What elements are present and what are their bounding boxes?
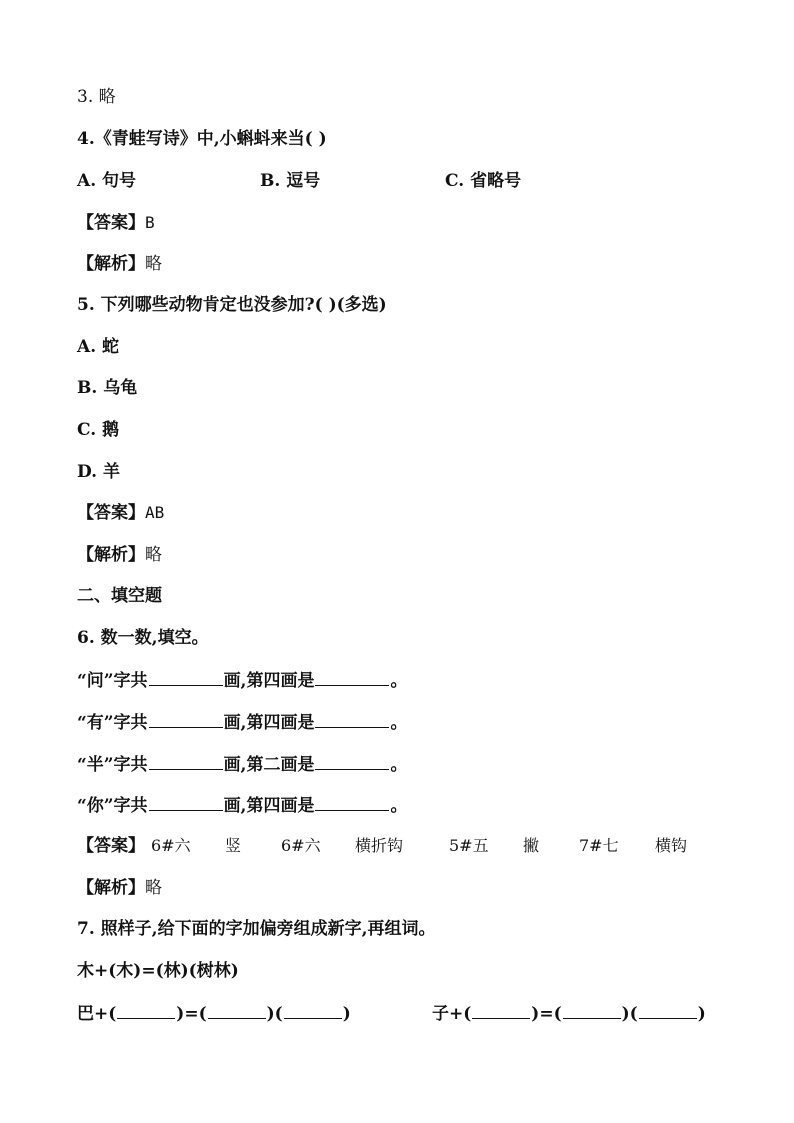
q5-analysis: [77, 544, 162, 566]
fill-blank[interactable]: [315, 793, 389, 811]
fill-blank[interactable]: [639, 1001, 697, 1019]
paren: )(: [621, 1004, 638, 1024]
row-middle: 画,第四画是: [223, 713, 315, 733]
q7-left-exercise: [77, 1001, 351, 1025]
q5-answer: [77, 502, 164, 524]
q4-answer: [77, 212, 155, 234]
paren: (: [108, 1004, 117, 1024]
q5-option-a: A. 蛇: [77, 337, 120, 357]
row-middle: 画,第四画是: [223, 671, 315, 691]
fill-blank[interactable]: [117, 1001, 175, 1019]
fill-blank[interactable]: [149, 793, 223, 811]
answer-item: 横钩: [655, 836, 688, 855]
row-suffix: 。: [390, 671, 408, 691]
row-middle: 画,第四画是: [223, 796, 315, 816]
q6-row-3: [77, 752, 407, 776]
fill-blank[interactable]: [149, 710, 223, 728]
q7-example: 木+(木)=(林)(树林): [77, 961, 239, 981]
row-suffix: 。: [390, 755, 408, 775]
answer-item: 撇: [523, 836, 540, 855]
q6-row-1: [77, 668, 407, 692]
analysis-value: 略: [145, 878, 162, 898]
fill-blank[interactable]: [284, 1001, 342, 1019]
fill-blank[interactable]: [208, 1001, 266, 1019]
q6-analysis: [77, 877, 162, 899]
q5-option-d: D. 羊: [77, 462, 120, 482]
base-char: 巴+: [77, 1004, 109, 1024]
paren: )=(: [176, 1004, 207, 1024]
answer-item: 7#七: [579, 836, 619, 855]
q4-option-a: A. 句号: [77, 171, 137, 191]
analysis-value: 略: [145, 545, 162, 565]
analysis-tag: 【解析】: [77, 878, 145, 898]
row-prefix: “半”字共: [77, 755, 148, 775]
paren: ): [697, 1004, 706, 1024]
q7-question: 7. 照样子,给下面的字加偏旁组成新字,再组词。: [77, 919, 436, 939]
answer-item: 横折钩: [355, 836, 404, 855]
paren: (: [463, 1004, 472, 1024]
answer-tag: 【答案】: [77, 503, 145, 523]
fill-blank[interactable]: [149, 752, 223, 770]
answer-item: 竖: [225, 836, 242, 855]
answer-item: 6#六: [151, 836, 191, 855]
answer-item: 6#六: [281, 836, 321, 855]
fill-blank[interactable]: [315, 668, 389, 686]
q4-analysis: [77, 253, 162, 275]
analysis-tag: 【解析】: [77, 254, 145, 274]
fill-blank[interactable]: [315, 710, 389, 728]
answer-tag: 【答案】: [77, 213, 145, 233]
q5-option-c: C. 鹅: [77, 420, 120, 440]
q4-option-c: C. 省略号: [445, 171, 522, 191]
row-suffix: 。: [390, 713, 408, 733]
paren: )(: [266, 1004, 283, 1024]
answer-value: B: [145, 213, 155, 232]
row-prefix: “有”字共: [77, 713, 148, 733]
q5-option-b: B. 乌龟: [77, 378, 138, 398]
q5-question: 5. 下列哪些动物肯定也没参加?( )(多选): [77, 295, 387, 315]
section-title: 二、填空题: [77, 586, 162, 606]
row-prefix: “你”字共: [77, 796, 148, 816]
base-char: 子+: [432, 1004, 464, 1024]
paren: ): [342, 1004, 351, 1024]
q4-option-b: B. 逗号: [260, 171, 321, 191]
q6-row-4: [77, 793, 407, 817]
q6-row-2: [77, 710, 407, 734]
row-prefix: “问”字共: [77, 671, 148, 691]
answer-tag: 【答案】: [77, 836, 145, 856]
analysis-tag: 【解析】: [77, 545, 145, 565]
q6-answer: [77, 835, 757, 857]
fill-blank[interactable]: [149, 668, 223, 686]
fill-blank[interactable]: [472, 1001, 530, 1019]
analysis-value: 略: [145, 254, 162, 274]
fill-blank[interactable]: [563, 1001, 621, 1019]
q4-question: 4.《青蛙写诗》中,小蝌蚪来当( ): [77, 129, 327, 149]
answer-value: AB: [145, 503, 165, 522]
fill-blank[interactable]: [315, 752, 389, 770]
row-suffix: 。: [390, 796, 408, 816]
paren: )=(: [531, 1004, 562, 1024]
q6-question: 6. 数一数,填空。: [77, 628, 209, 648]
q7-right-exercise: [432, 1001, 706, 1025]
answer-item: 5#五: [449, 836, 489, 855]
q3-line: 3. 略: [77, 87, 116, 107]
row-middle: 画,第二画是: [223, 755, 315, 775]
